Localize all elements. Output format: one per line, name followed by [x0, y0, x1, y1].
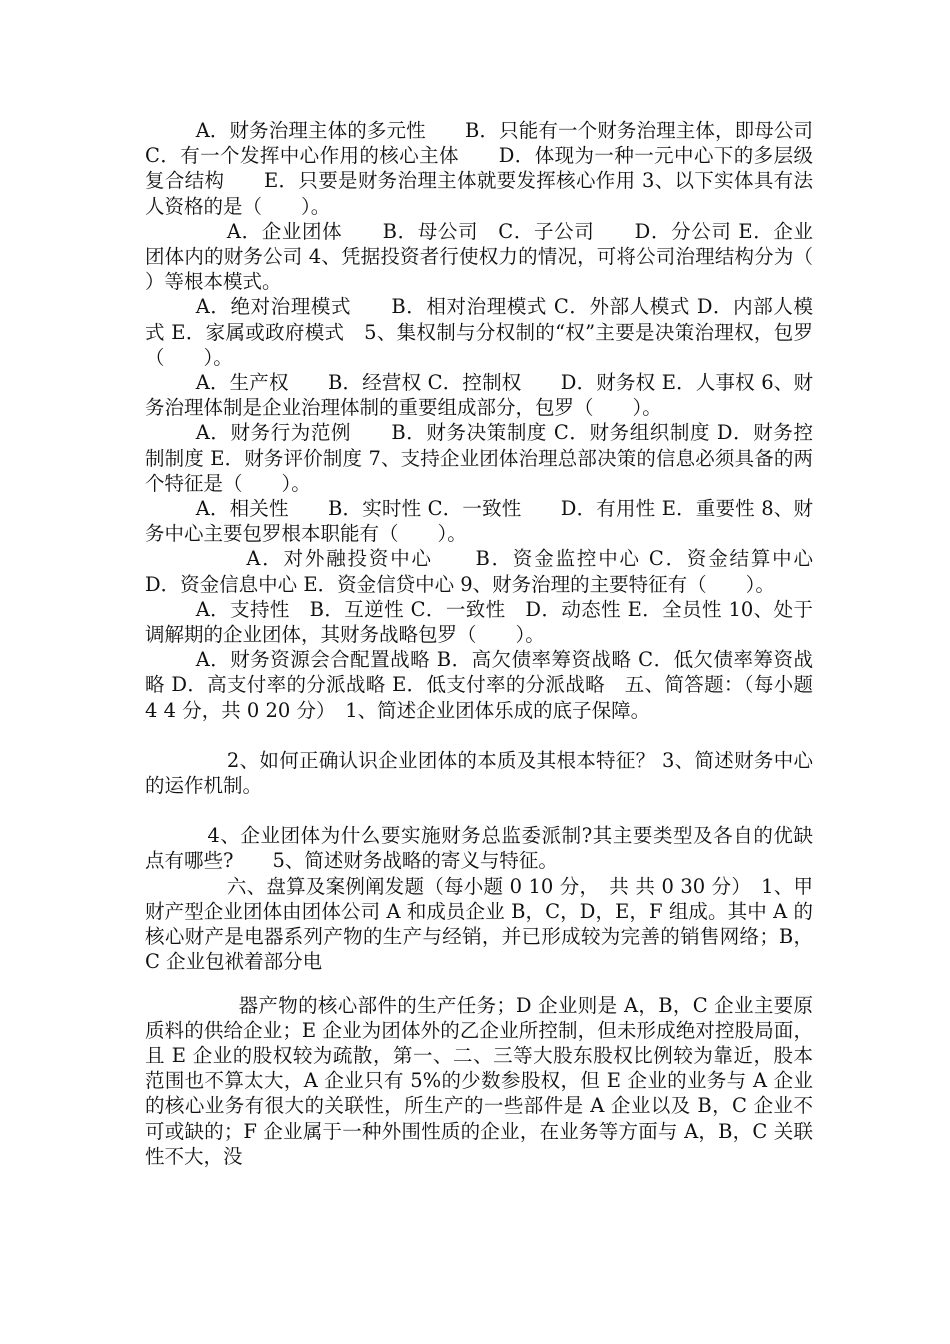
paragraph-question-3-options: A．企业团体 B．母公司 C．子公司 D．分公司 E．企业团体内的财务公司 4、凭据投资者行使权力的情况，可将公司治理结构分为（ ）等根本模式。	[145, 219, 853, 294]
paragraph-question-9-options: A．支持性 B．互逆性 C．一致性 D．动态性 E．全员性 10、处于调解期的企业团体，其财务战略包罗（ ）。	[145, 597, 813, 647]
paragraph-question-8-options: A．对外融投资中心 B．资金监控中心 C．资金结算中心 D．资金信息中心 E．资金信贷中心 9、财务治理的主要特征有（ ）。	[145, 547, 853, 596]
paragraph-question-10-options: A．财务资源会合配置战略 B．高欠债率筹资战略 C．低欠债率筹资战略 D．高支付率的分派战略 E．低支付率的分派战略 五、简答题：（每小题 4 4 分，共 0 20 分） 1、简述企业团体乐成的底子保障。	[145, 648, 813, 722]
paragraph-question-4-options: A．绝对治理模式 B．相对治理模式 C．外部人模式 D．内部人模式 E．家属或政府模式 5、集权制与分权制的“权”主要是决策治理权，包罗（ ）。	[145, 295, 813, 369]
paragraph-case-analysis-intro: 六、盘算及案例阐发题（每小题 0 10 分， 共 共 0 30 分） 1、甲财产型企业团体由团体公司 A 和成员企业 B，C，D，E，F 组成。其中 A 的核心财产是电器系列产物的生产与经销，并已形成较为完善的销售网络；B，C 企业包袱着部分电	[145, 874, 813, 974]
paragraph-short-answer-2-3: 2、如何正确认识企业团体的本质及其根本特征？ 3、简述财务中心的运作机制。	[145, 748, 813, 798]
paragraph-question-5-options: A．生产权 B．经营权 C．控制权 D．财务权 E．人事权 6、财务治理体制是企业治理体制的重要组成部分，包罗（ ）。	[145, 371, 813, 420]
paragraph-question-7-options: A．相关性 B．实时性 C．一致性 D．有用性 E．重要性 8、财务中心主要包罗根本职能有（ ）。	[145, 497, 813, 546]
paragraph-question-6-options: A．财务行为范例 B．财务决策制度 C．财务组织制度 D．财务控制制度 E．财务评价制度 7、支持企业团体治理总部决策的信息必须具备的两个特征是（ ）。	[145, 421, 813, 495]
paragraph-question-2-options: A．财务治理主体的多元性 B．只能有一个财务治理主体，即母公司 C．有一个发挥中心作用的核心主体 D．体现为一种一元中心下的多层级复合结构 E．只要是财务治理主体就要发挥核心作用 3、以下实体具有法人资格的是（ ）。	[145, 119, 853, 218]
document-body	[145, 118, 853, 1169]
paragraph-case-analysis-continued: 器产物的核心部件的生产任务；D 企业则是 A，B，C 企业主要原质料的供给企业；E 企业为团体外的乙企业所控制，但未形成绝对控股局面，且 E 企业的股权较为疏散，第一、二、三等大股东股权比例较为靠近，股本范围也不算太大，A 企业只有 5%的少数参股权，但 E 企业的业务与 A 企业的核心业务有很大的关联性，所生产的一些部件是 A 企业以及 B，C 企业不可或缺的；F 企业属于一种外围性质的企业，在业务等方面与 A，B，C 关联性不大，没	[145, 993, 813, 1168]
paragraph-short-answer-4-5: 4、企业团体为什么要实施财务总监委派制?其主要类型及各自的优缺点有哪些? 5、简述财务战略的寄义与特征。	[145, 824, 813, 873]
